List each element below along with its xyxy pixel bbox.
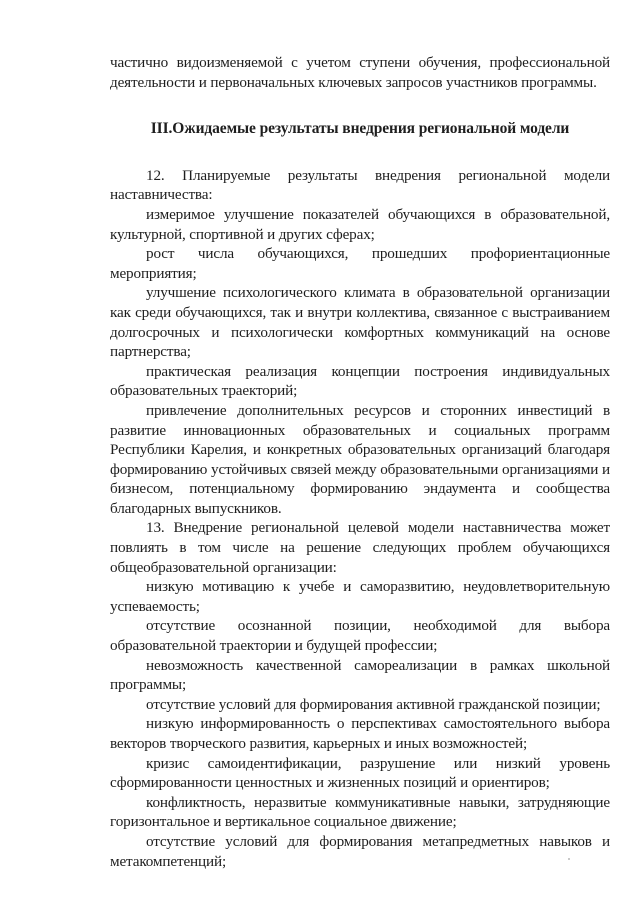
intro-paragraph: частично видоизменяемой с учетом ступени обучения, профессиональной деятельности и первоначальных ключевых запросов участников программы. <box>110 54 610 91</box>
section-title: III.Ожидаемые результаты внедрения региональной модели <box>150 120 570 138</box>
paragraph-13: 13. Внедрение региональной целевой модели наставничества может повлиять в том числе на решение следующих проблем обучающихся общеобразовательной организации: <box>110 519 610 576</box>
paragraph-12: 12. Планируемые результаты внедрения региональной модели наставничества: <box>110 166 610 204</box>
document-body <box>110 53 610 871</box>
list-item: кризис самоидентификации, разрушение или низкий уровень сформированности ценностных и жизненных позиций и ориентиров; <box>110 754 610 792</box>
list-item: конфликтность, неразвитые коммуникативные навыки, затрудняющие горизонтальное и вертикальное социальное движение; <box>110 793 610 831</box>
list-item: рост числа обучающихся, прошедших профориентационные мероприятия; <box>110 245 610 282</box>
list-item: привлечение дополнительных ресурсов и сторонних инвестиций в развитие инновационных образовательных и социальных программ Республики Карелия, и конкретных образовательных организаций благодаря формированию устойчивых связей между образовательными организациями и бизнесом, потенциальному формированию эндаумента и сообщества благодарных выпускников. <box>110 401 610 517</box>
list-item: отсутствие условий для формирования метапредметных навыков и метакомпетенций; <box>110 832 610 870</box>
list-item: невозможность качественной самореализации в рамках школьной программы; <box>110 656 610 694</box>
list-item: низкую информированность о перспективах самостоятельного выбора векторов творческого развития, карьерных и иных возможностей; <box>110 715 610 752</box>
list-item: низкую мотивацию к учебе и саморазвитию, неудовлетворительную успеваемость; <box>110 578 610 615</box>
list-item: отсутствие осознанной позиции, необходимой для выбора образовательной траектории и будущей профессии; <box>110 617 610 655</box>
list-item: измеримое улучшение показателей обучающихся в образовательной, культурной, спортивной и других сферах; <box>110 205 610 243</box>
list-item: практическая реализация концепции построения индивидуальных образовательных траекторий; <box>110 362 610 400</box>
list-item: отсутствие условий для формирования активной гражданской позиции; <box>146 695 601 713</box>
list-item: улучшение психологического климата в образовательной организации как среди обучающихся, так и внутри коллектива, связанное с выстраиванием долгосрочных и психологически комфортных коммуникаций на основе партнерства; <box>110 284 610 361</box>
scan-speck <box>568 858 570 860</box>
